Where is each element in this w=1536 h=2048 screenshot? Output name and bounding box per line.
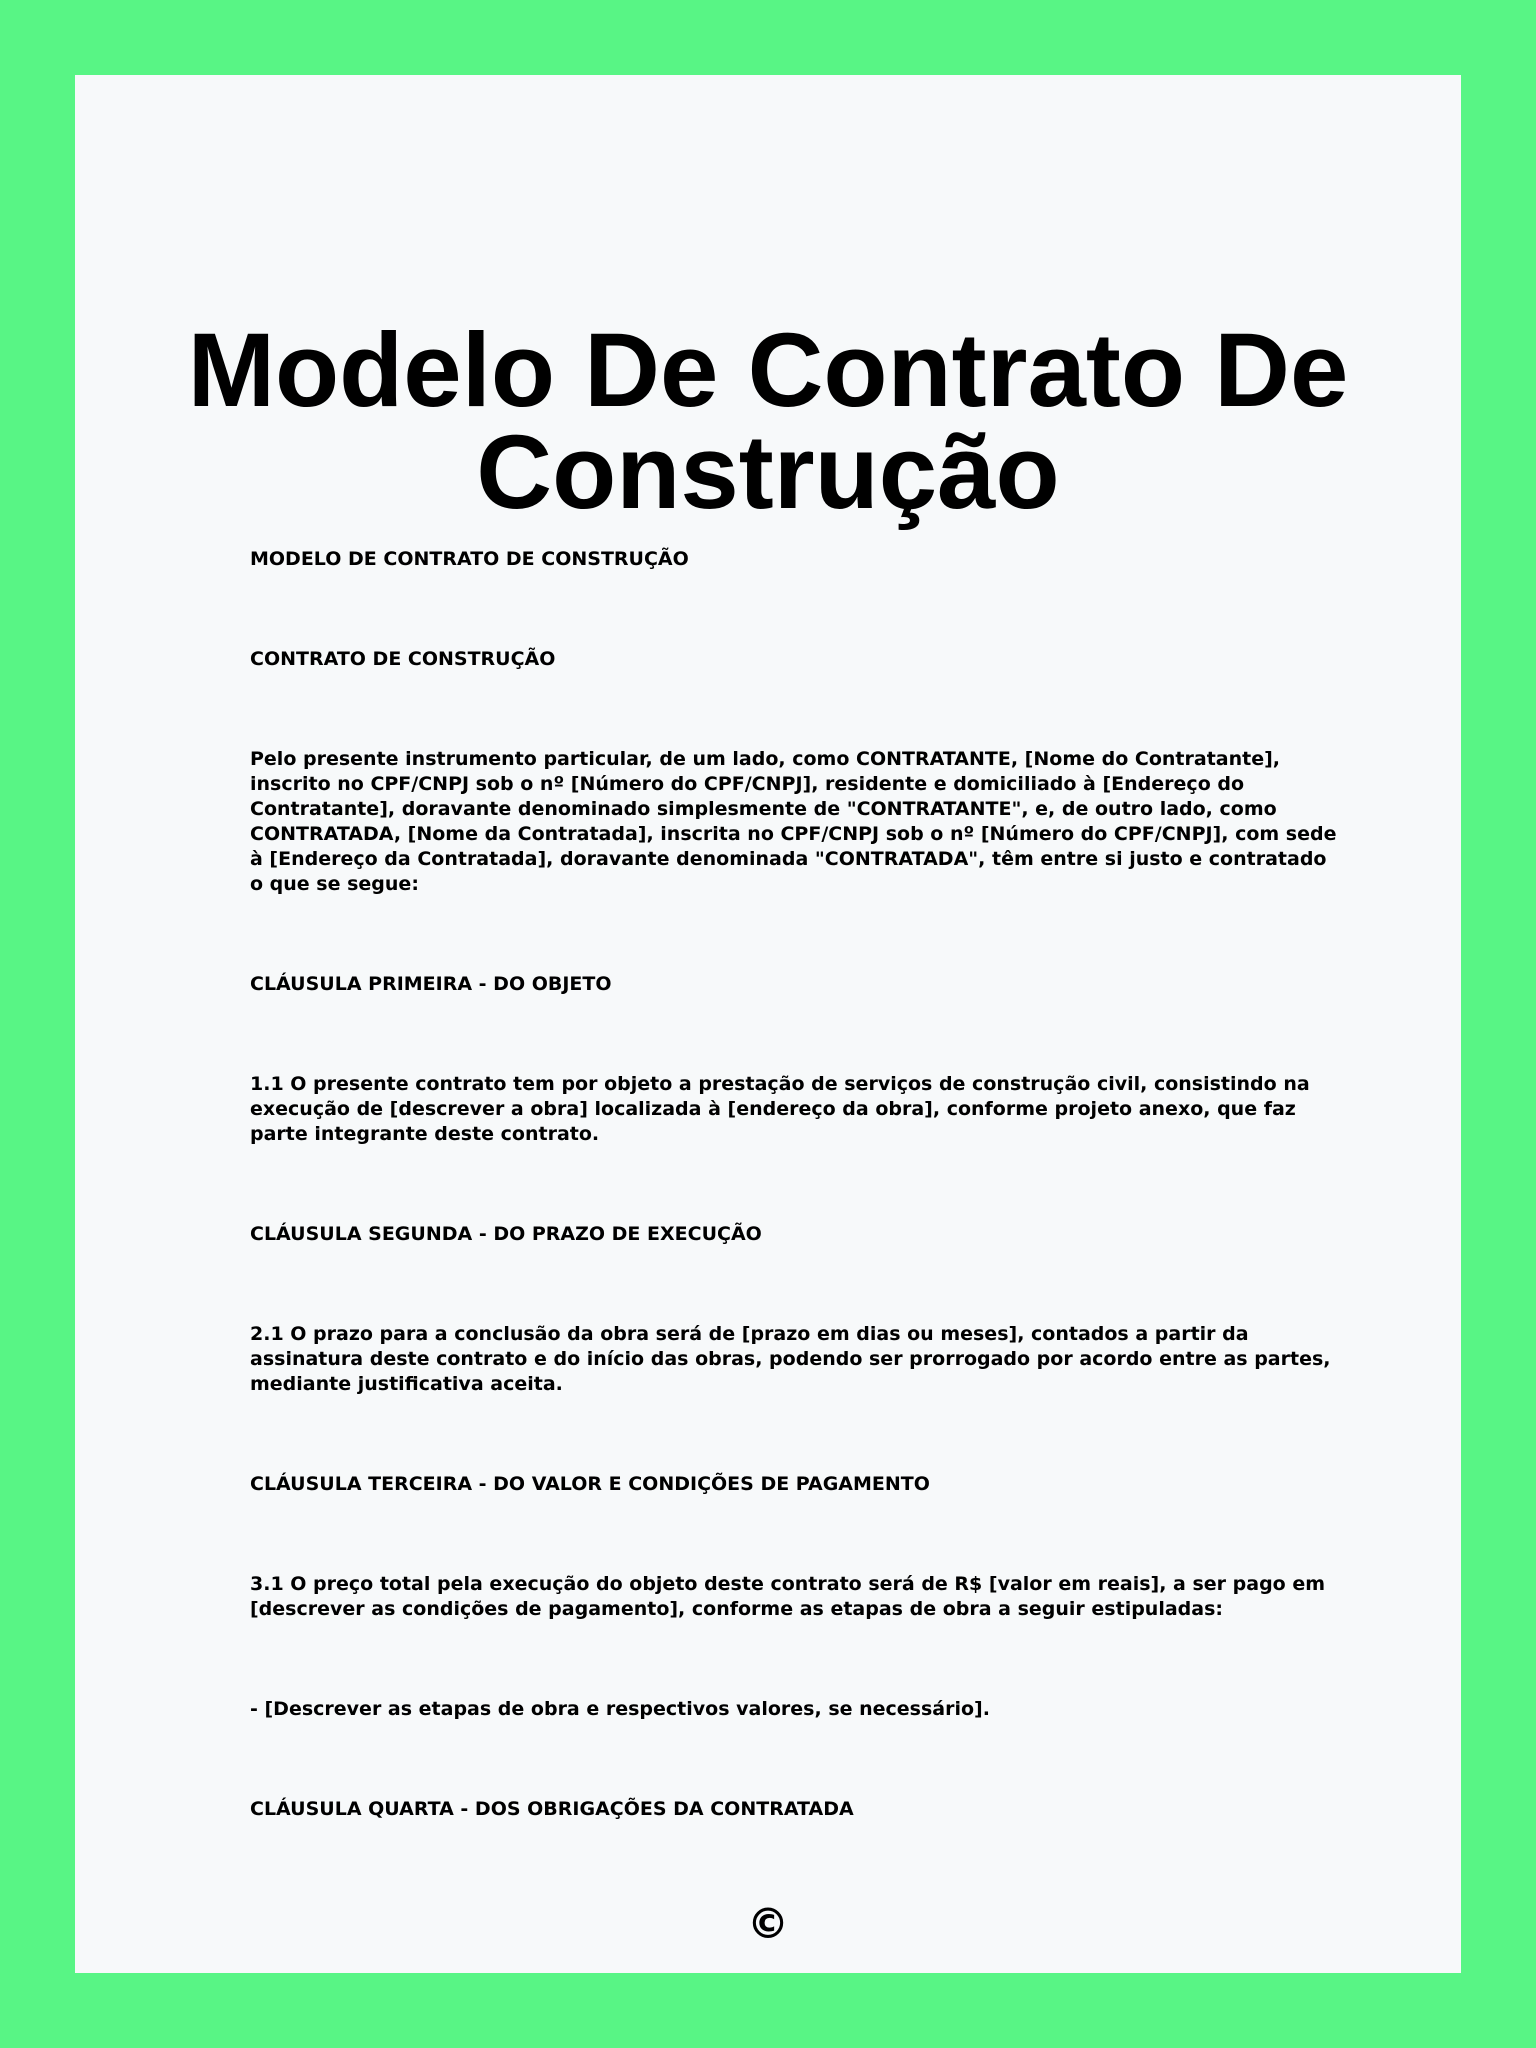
clause-1-heading: CLÁUSULA PRIMEIRA - DO OBJETO bbox=[250, 973, 612, 995]
document-page bbox=[75, 75, 1461, 1973]
clause-3-list-item: - [Descrever as etapas de obra e respectivos valores, se necessário]. bbox=[250, 1698, 990, 1720]
clause-3-text: 3.1 O preço total pela execução do objeto deste contrato será de R$ [valor em reais], a ser pago em [descrever as condições de pagamento], conforme as etapas de obra a seguir estipuladas: bbox=[250, 1573, 1326, 1620]
preamble-paragraph: Pelo presente instrumento particular, de um lado, como CONTRATANTE, [Nome do Contratante], inscrito no CPF/CNPJ sob o nº [Número do CPF/CNPJ], residente e domiciliado à [Endereço do Contratante], doravante denominado simplesmente de "CONTRATANTE", e, de outro lado, como CONTRATADA, [Nome da Contratada], inscrita no CPF/CNPJ sob o nº [Número do CPF/CNPJ], com sede à [Endereço da Contratada], doravante denominada "CONTRATADA", têm entre si justo e contratado o que se segue: bbox=[250, 748, 1337, 895]
document-title: Modelo De Contrato De Construção bbox=[187, 312, 1349, 531]
document-body bbox=[250, 547, 1340, 1897]
heading-model: MODELO DE CONTRATO DE CONSTRUÇÃO bbox=[250, 548, 689, 570]
copyright-symbol: © bbox=[747, 1899, 789, 1948]
clause-1-text: 1.1 O presente contrato tem por objeto a prestação de serviços de construção civil, consistindo na execução de [descrever a obra] localizada à [endereço da obra], conforme projeto anexo, que faz parte integrante deste contrato. bbox=[250, 1073, 1310, 1145]
clause-4-heading: CLÁUSULA QUARTA - DOS OBRIGAÇÕES DA CONTRATADA bbox=[250, 1798, 854, 1820]
clause-2-text: 2.1 O prazo para a conclusão da obra será de [prazo em dias ou meses], contados a partir da assinatura deste contrato e do início das obras, podendo ser prorrogado por acordo entre as partes, mediante justificativa aceita. bbox=[250, 1323, 1331, 1395]
heading-contract: CONTRATO DE CONSTRUÇÃO bbox=[250, 648, 556, 670]
clause-3-heading: CLÁUSULA TERCEIRA - DO VALOR E CONDIÇÕES DE PAGAMENTO bbox=[250, 1473, 930, 1495]
clause-2-heading: CLÁUSULA SEGUNDA - DO PRAZO DE EXECUÇÃO bbox=[250, 1223, 762, 1245]
